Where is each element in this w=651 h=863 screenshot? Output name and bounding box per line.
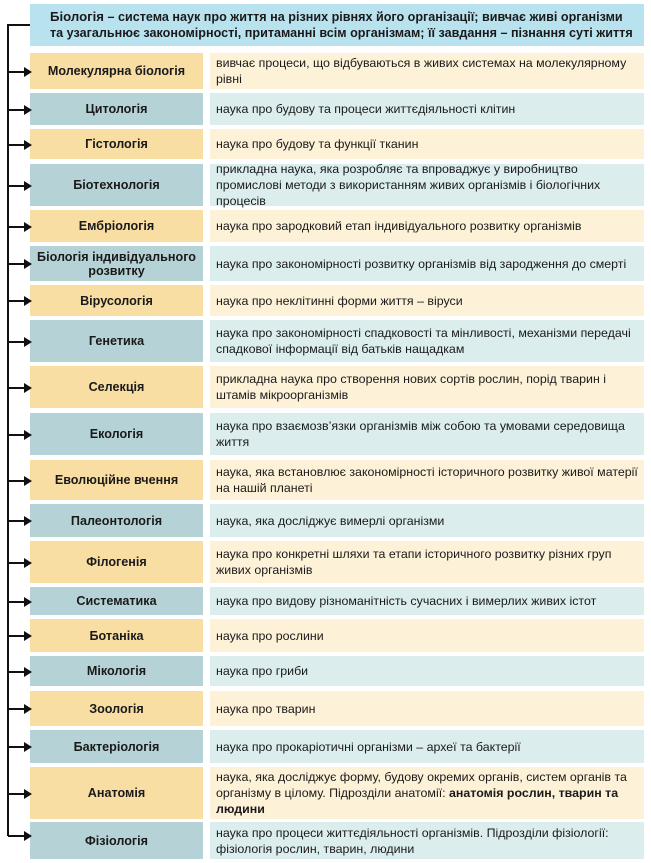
branch-row xyxy=(30,460,644,500)
arrow-icon xyxy=(8,109,25,111)
branch-term: Гістологія xyxy=(30,129,203,159)
arrow-icon xyxy=(8,601,25,603)
branch-term: Фізіологія xyxy=(30,822,203,859)
branch-definition: наука про закономірності розвитку організмів від зародження до смерті xyxy=(210,246,644,281)
arrow-icon xyxy=(8,635,25,637)
branch-term: Палеонтологія xyxy=(30,504,203,537)
branch-row xyxy=(30,285,644,316)
branch-row xyxy=(30,210,644,242)
branch-definition: наука про закономірності спадковості та мінливості, механізми передачі спадкової інформації від батьків нащадкам xyxy=(210,320,644,362)
arrow-icon xyxy=(8,562,25,564)
branch-row xyxy=(30,691,644,726)
branch-term: Генетика xyxy=(30,320,203,362)
branch-term: Еволюційне вчення xyxy=(30,460,203,500)
branch-row xyxy=(30,53,644,89)
header-term: Біологія xyxy=(50,9,104,24)
branch-row xyxy=(30,656,644,686)
branch-row xyxy=(30,366,644,408)
branch-term: Анатомія xyxy=(30,767,203,819)
arrow-icon xyxy=(8,300,25,302)
arrow-icon xyxy=(8,708,25,710)
arrow-icon xyxy=(8,793,25,795)
branch-term: Селекція xyxy=(30,366,203,408)
branch-definition: наука про гриби xyxy=(210,656,644,686)
branch-term: Ембріологія xyxy=(30,210,203,242)
arrow-icon xyxy=(8,835,25,837)
branch-term: Філогенія xyxy=(30,541,203,583)
arrow-icon xyxy=(8,387,25,389)
arrow-icon xyxy=(8,520,25,522)
branch-definition: наука про конкретні шляхи та етапи історичного розвитку різних груп живих організмів xyxy=(210,541,644,583)
branch-row xyxy=(30,619,644,652)
branch-definition: вивчає процеси, що відбуваються в живих системах на молекулярному рівні xyxy=(210,53,644,89)
branch-definition-text: наука, яка досліджує форму, будову окремих органів, систем органів та організму в цілому. Підрозділи анатомії: xyxy=(216,770,627,800)
branch-row xyxy=(30,822,644,859)
branch-definition: наука про тварин xyxy=(210,691,644,726)
branch-definition: прикладна наука про створення нових сортів рослин, порід тварин і штамів мікроорганізмів xyxy=(210,366,644,408)
arrow-icon xyxy=(8,480,25,482)
header-line-2: та узагальнює закономірності, притаманні всім організмам; її завдання – пізнання суті життя xyxy=(50,26,633,40)
arrow-icon xyxy=(8,144,25,146)
branch-definition xyxy=(210,767,644,819)
branch-row xyxy=(30,541,644,583)
branch-definition: наука про видову різноманітність сучасних і вимерлих живих істот xyxy=(210,587,644,615)
branch-term: Екологія xyxy=(30,413,203,455)
branch-definition: наука про неклітинні форми життя – віруси xyxy=(210,285,644,316)
branch-term: Ботаніка xyxy=(30,619,203,652)
branch-term: Біотехнологія xyxy=(30,164,203,206)
branch-term: Бактеріологія xyxy=(30,730,203,763)
branch-term: Систематика xyxy=(30,587,203,615)
arrow-icon xyxy=(8,434,25,436)
arrow-icon xyxy=(8,71,25,73)
branch-definition: наука про будову та функції тканин xyxy=(210,129,644,159)
branch-definition: наука про зародковий етап індивідуального розвитку організмів xyxy=(210,210,644,242)
branch-term: Мікологія xyxy=(30,656,203,686)
arrow-icon xyxy=(8,263,25,265)
header-text-1: – система наук про життя на різних рівнях його організації; вивчає живі організми xyxy=(103,10,623,24)
connector-top xyxy=(7,24,30,26)
branch-definition: наука, яка досліджує вимерлі організми xyxy=(210,504,644,537)
branch-definition: прикладна наука, яка розробляє та впроваджує у виробництво промислові методи з використанням живих організмів і біологічних процесів xyxy=(210,164,644,206)
branch-row xyxy=(30,320,644,362)
branch-definition: наука про прокаріотичні організми – археї та бактерії xyxy=(210,730,644,763)
branch-definition: наука про будову та процеси життєдіяльності клітин xyxy=(210,93,644,125)
branch-row xyxy=(30,730,644,763)
arrow-icon xyxy=(8,671,25,673)
branch-definition: наука про взаємозв’язки організмів між собою та умовами середовища життя xyxy=(210,413,644,455)
branch-definition: наука, яка встановлює закономірності історичного розвитку живої матерії на нашій планеті xyxy=(210,460,644,500)
branch-row xyxy=(30,767,644,819)
header-line-1 xyxy=(50,9,638,25)
branch-row xyxy=(30,93,644,125)
branch-term: Молекулярна біологія xyxy=(30,53,203,89)
arrow-icon xyxy=(8,746,25,748)
arrow-icon xyxy=(8,341,25,343)
branch-row xyxy=(30,587,644,615)
branch-term: Біологія індивідуального розвитку xyxy=(30,246,203,281)
arrow-icon xyxy=(8,226,25,228)
arrow-icon xyxy=(8,185,25,187)
branch-row xyxy=(30,164,644,206)
branch-term: Зоологія xyxy=(30,691,203,726)
branch-definition: наука про процеси життєдіяльності організмів. Підрозділи фізіології: фізіологія рослин, тварин, людини xyxy=(210,822,644,859)
branch-row xyxy=(30,413,644,455)
branch-row xyxy=(30,246,644,281)
branch-term: Вірусологія xyxy=(30,285,203,316)
branch-definition: наука про рослини xyxy=(210,619,644,652)
branch-row xyxy=(30,129,644,159)
branch-row xyxy=(30,504,644,537)
branch-definition-bold: анатомія рослин, тварин та людини xyxy=(216,786,619,816)
header-box xyxy=(30,4,644,46)
branch-term: Цитологія xyxy=(30,93,203,125)
